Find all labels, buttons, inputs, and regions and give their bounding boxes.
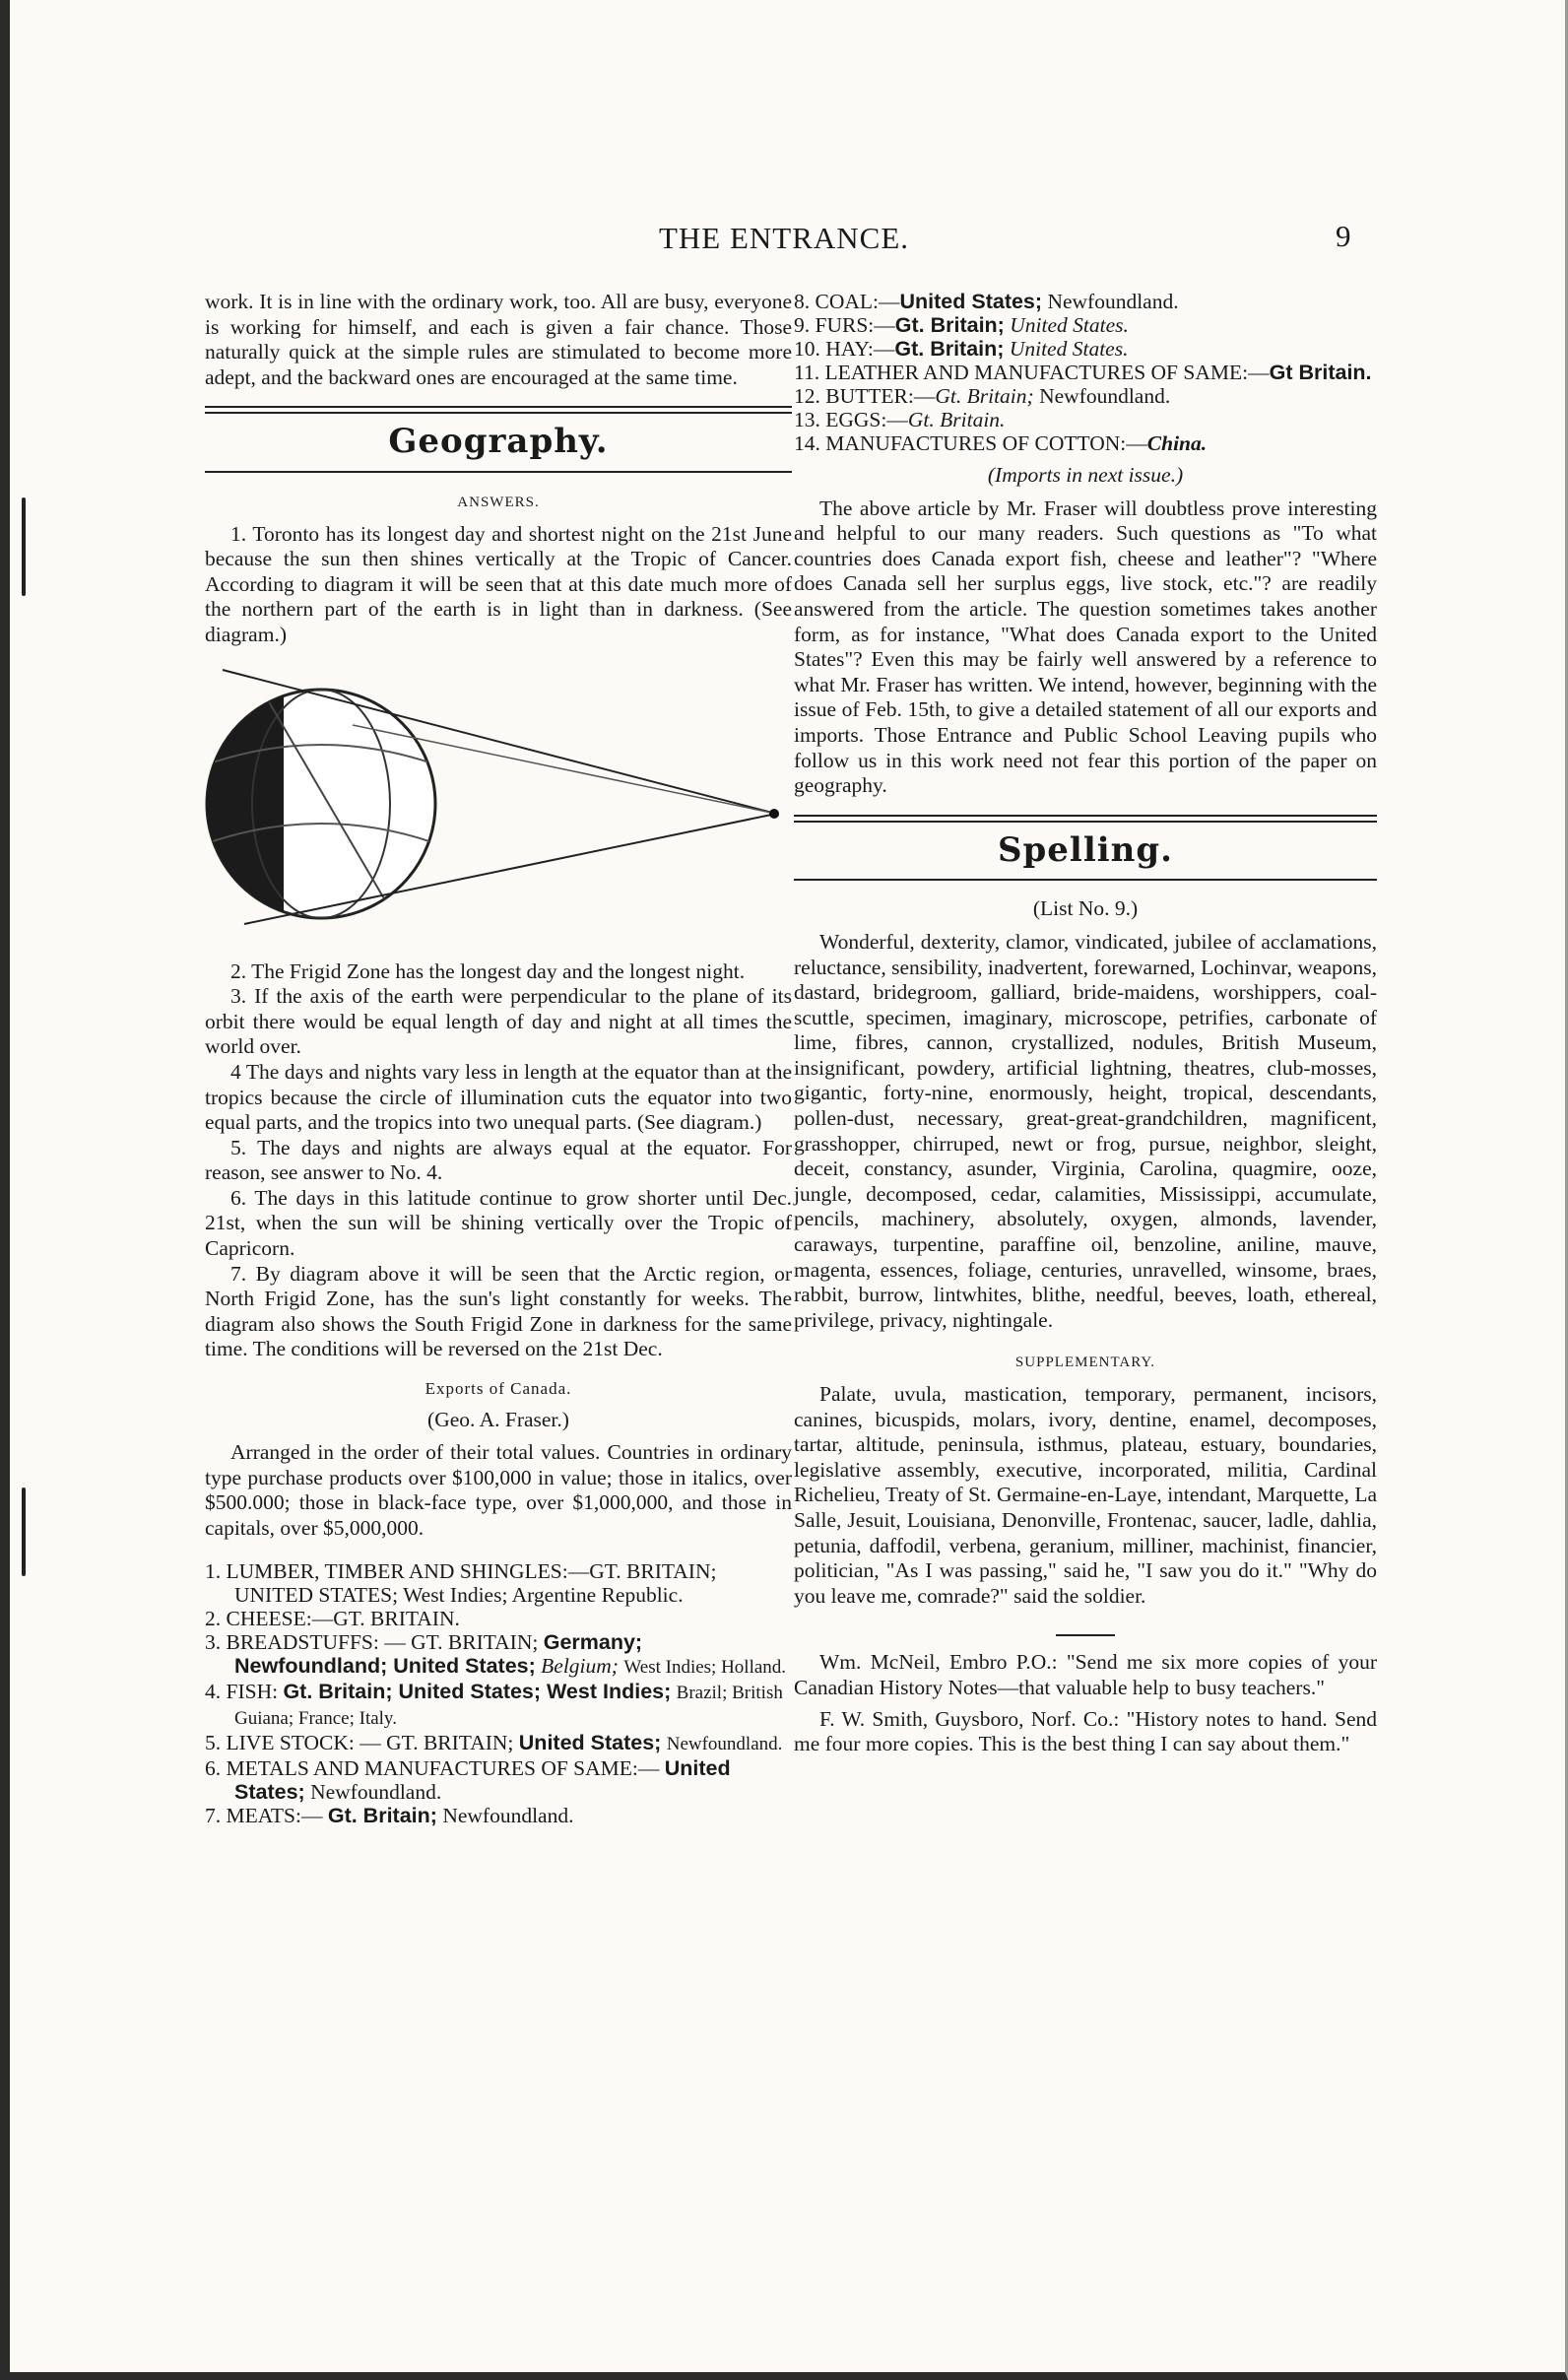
imports-note: (Imports in next issue.) — [987, 463, 1184, 487]
export-item-14: 14. MANUFACTURES OF COTTON:—China. — [794, 431, 1208, 455]
answer-6: 6. The days in this latitude continue to grow shorter until Dec. 21st, when the sun will be shining vertically over the Tropic of Capricorn. — [205, 1185, 792, 1261]
section-divider — [794, 815, 1377, 823]
supplementary-list: Palate, uvula, mastication, temporary, permanent, incisors, canines, bicuspids, molars, ivory, dentine, enamel, decomposes, tartar, altitude, peninsula, isthmus, plateau, estuary, boundaries, legislative assembly, executive, incorporated, militia, Cardinal Richelieu, Treaty of St. Germaine-en-Laye, intendant, Marquette, La Salle, Jesuit, Louisiana, Denonville, Frontenac, saucer, ladle, dahlia, petunia, daffodil, verbena, geranium, milliner, machinist, financier, politician, "As I was passing," said he, "I saw you do it." "Why do you leave me, comrade?" said the soldier. — [794, 1382, 1377, 1608]
short-rule — [1056, 1634, 1115, 1636]
earth-diagram-svg — [205, 666, 792, 942]
left-column — [205, 290, 792, 1827]
export-item-11: 11. LEATHER AND MANUFACTURES OF SAME:—Gt Britain. — [794, 361, 1372, 384]
supplementary-label: SUPPLEMENTARY. — [1014, 1355, 1156, 1371]
export-item-9: 9. FURS:—Gt. Britain; United States. — [794, 313, 1129, 337]
export-item-10: 10. HAY:—Gt. Britain; United States. — [794, 337, 1129, 361]
margin-mark-bottom — [22, 1488, 26, 1576]
earth-sun-diagram — [205, 666, 792, 942]
heading-rule — [794, 879, 1377, 881]
page-number: 9 — [1336, 219, 1351, 253]
export-item-12: 12. BUTTER:—Gt. Britain; Newfoundland. — [794, 384, 1171, 408]
export-item-4: 4. FISH: Gt. Britain; United States; West Indies; Brazil; British Guiana; France; Italy. — [205, 1679, 783, 1729]
letter-smith: F. W. Smith, Guysboro, Norf. Co.: "History notes to hand. Send me four more copies. This is the best thing I can say about them." — [794, 1706, 1377, 1756]
export-item-8: 8. COAL:—United States; Newfoundland. — [794, 290, 1179, 313]
list-label: (List No. 9.) — [1032, 896, 1139, 921]
heading-rule — [205, 471, 792, 473]
intro-paragraph: work. It is in line with the ordinary work, too. All are busy, everyone is working for himself, and each is given a fair chance. Those naturally quick at the simple rules are stimulated to become more adept, and the backward ones are encouraged at the same time. — [205, 290, 792, 389]
answers-label: ANSWERS. — [457, 494, 540, 510]
spelling-list: Wonderful, dexterity, clamor, vindicated, jubilee of acclamations, reluctance, sensibility, inadvertent, forewarned, Lochinvar, weapons, dastard, bridegroom, galliard, bride-maidens, worshippers, coal-scuttle, specimen, imaginary, microscope, petrifies, carbonate of lime, fibres, cannon, crystallized, nodules, British Museum, insignificant, powdery, artificial lightning, theatres, club-mosses, gigantic, forty-nine, enormously, height, tropical, descendants, pollen-dust, necessary, great-great-grandchildren, magnificent, grasshopper, chirruped, newt or frog, pursue, neighbor, sleight, deceit, constancy, asunder, Virginia, Carolina, quagmire, ooze, jungle, decomposed, cedar, calamities, Mississippi, accumulate, pencils, machinery, absolutely, oxygen, almonds, lavender, caraways, turpentine, paraffine oil, benzoline, aniline, mauve, magenta, essences, foliage, centuries, unravelled, winsome, braes, rabbit, burrow, lintwhites, blithe, needful, beeves, loath, ethereal, privilege, privacy, nightingale. — [794, 929, 1377, 1332]
answer-5: 5. The days and nights are always equal at the equator. For reason, see answer to No. 4. — [205, 1135, 792, 1185]
margin-mark-top — [22, 497, 26, 596]
export-item-7: 7. MEATS:— Gt. Britain; Newfoundland. — [205, 1803, 574, 1827]
export-item-5: 5. LIVE STOCK: — GT. BRITAIN; United States; Newfoundland. — [205, 1730, 783, 1754]
export-item-2: 2. CHEESE:—GT. BRITAIN. — [205, 1606, 460, 1630]
export-item-13: 13. EGGS:—Gt. Britain. — [794, 408, 1006, 431]
answer-4: 4 The days and nights vary less in length at the equator than at the tropics because the circle of illumination cuts the equator into two equal parts, and the tropics into two unequal parts. (See diagram.) — [205, 1059, 792, 1135]
answer-2: 2. The Frigid Zone has the longest day and the longest night. — [230, 959, 746, 983]
exports-author: (Geo. A. Fraser.) — [427, 1407, 569, 1431]
letter-mcneil: Wm. McNeil, Embro P.O.: "Send me six more copies of your Canadian History Notes—that valuable help to busy teachers." — [794, 1650, 1377, 1699]
spelling-heading: Spelling. — [997, 829, 1174, 870]
running-title: THE ENTRANCE. — [658, 221, 910, 255]
exports-title: Exports of Canada. — [425, 1379, 572, 1399]
right-column — [794, 290, 1377, 1757]
answer-3: 3. If the axis of the earth were perpendicular to the plane of its orbit there would be equal length of day and night at all times the world over. — [205, 984, 792, 1059]
fraser-commentary: The above article by Mr. Fraser will doubtless prove interesting and helpful to our many readers. Such questions as "To what countries does Canada export fish, cheese and leather"? "Where does Canada sell her surplus eggs, live stock, etc."? are readily answered from the article. The question sometimes takes another form, as for instance, "What does Canada export to the United States"? Even this may be fairly well answered by a reference to what Mr. Fraser has written. We intend, however, beginning with the issue of Feb. 15th, to give a detailed statement of all our exports and imports. Those Entrance and Public School Leaving pupils who follow us in this work need not fear this portion of the paper on geography. — [794, 496, 1377, 798]
answer-7: 7. By diagram above it will be seen that the Arctic region, or North Frigid Zone, has the sun's light constantly for weeks. The diagram also shows the South Frigid Zone in darkness for the same time. The conditions will be reversed on the 21st Dec. — [205, 1261, 792, 1361]
section-divider — [205, 406, 792, 414]
export-item-6: 6. METALS AND MANUFACTURES OF SAME:— United States; Newfoundland. — [205, 1755, 731, 1804]
answer-1: 1. Toronto has its longest day and shortest night on the 21st June because the sun then shines vertically at the Tropic of Cancer. According to diagram it will be seen that at this date much more of the northern part of the earth is in light than in darkness. (See diagram.) — [205, 521, 792, 646]
export-item-1: 1. LUMBER, TIMBER AND SHINGLES:—GT. BRITAIN; UNITED STATES; West Indies; Argentine Republic. — [205, 1558, 717, 1607]
export-item-3: 3. BREADSTUFFS: — GT. BRITAIN; Germany; Newfoundland; United States; Belgium; West Indies; Holland. — [205, 1629, 787, 1678]
geography-heading: Geography. — [388, 422, 609, 462]
exports-intro: Arranged in the order of their total values. Countries in ordinary type purchase products over $100,000 in value; those in italics, over $500.000; those in black-face type, over $1,000,000, and those in capitals, over $5,000,000. — [205, 1440, 792, 1540]
